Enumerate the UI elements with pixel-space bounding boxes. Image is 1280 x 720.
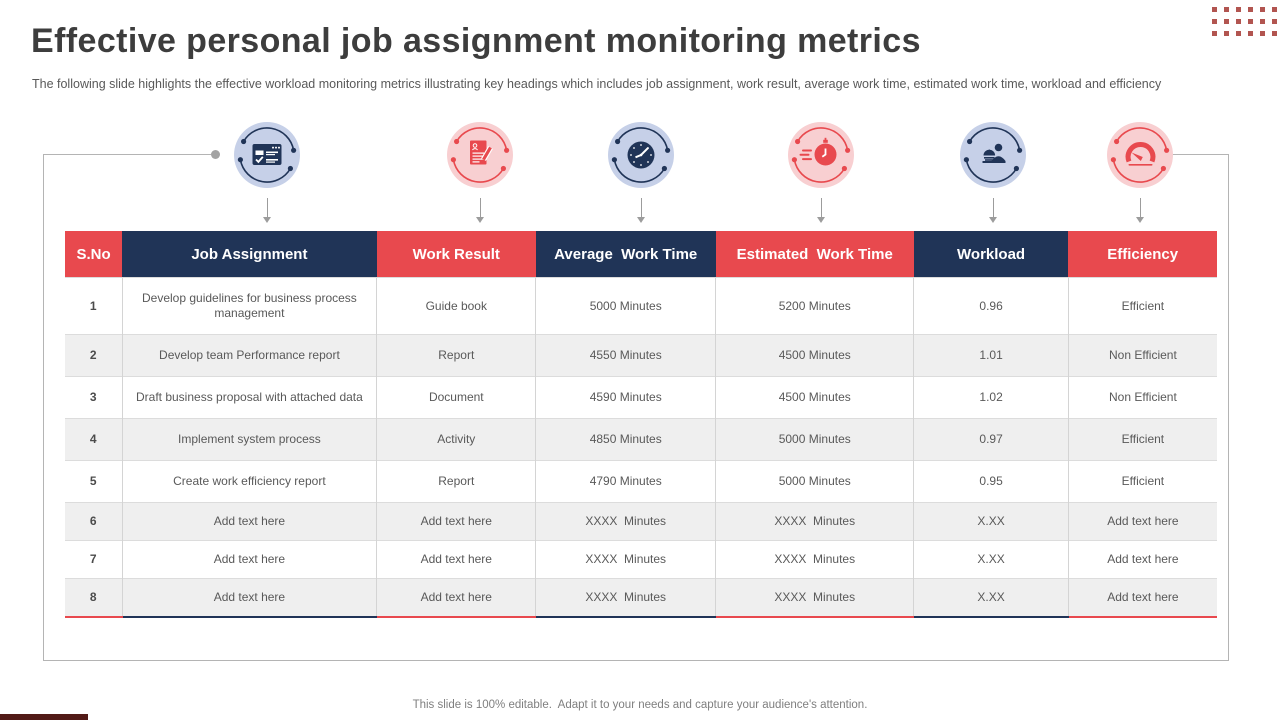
table-cell: 4 bbox=[65, 419, 122, 461]
table-cell: Add text here bbox=[377, 541, 536, 579]
column-header-efficiency: Efficiency bbox=[1068, 231, 1217, 278]
page-subtitle: The following slide highlights the effective workload monitoring metrics illustrating key headings which includes job assignment, work result, average work time, estimated work time, workload and efficiency bbox=[32, 77, 1162, 91]
down-arrow bbox=[1140, 198, 1141, 217]
column-header-estimated-work-time: Estimated Work Time bbox=[716, 231, 914, 278]
table-cell: Efficient bbox=[1068, 419, 1217, 461]
table-cell: Add text here bbox=[377, 579, 536, 618]
table-cell: 6 bbox=[65, 503, 122, 541]
table-cell: XXXX Minutes bbox=[716, 579, 914, 618]
icon-group-efficiency bbox=[1104, 119, 1176, 223]
bottom-left-bar bbox=[0, 714, 88, 720]
table-row bbox=[65, 503, 1217, 541]
table-cell: XXXX Minutes bbox=[536, 503, 716, 541]
table-cell: 4790 Minutes bbox=[536, 461, 716, 503]
table-cell: X.XX bbox=[914, 579, 1068, 618]
metrics-table-body bbox=[65, 278, 1217, 618]
table-row bbox=[65, 579, 1217, 618]
table-cell: Report bbox=[377, 335, 536, 377]
table-row bbox=[65, 377, 1217, 419]
table-cell: XXXX Minutes bbox=[716, 503, 914, 541]
frame-connector-left bbox=[43, 154, 211, 155]
table-row bbox=[65, 419, 1217, 461]
table-cell: Efficient bbox=[1068, 278, 1217, 335]
corner-dot bbox=[1224, 7, 1229, 12]
corner-dot bbox=[1236, 31, 1241, 36]
table-cell: XXXX Minutes bbox=[716, 541, 914, 579]
table-cell: 1.01 bbox=[914, 335, 1068, 377]
table-cell: XXXX Minutes bbox=[536, 541, 716, 579]
corner-dot bbox=[1236, 7, 1241, 12]
table-cell: 5000 Minutes bbox=[716, 461, 914, 503]
down-arrow bbox=[480, 198, 481, 217]
table-cell: Non Efficient bbox=[1068, 377, 1217, 419]
table-cell: Efficient bbox=[1068, 461, 1217, 503]
table-cell: 0.95 bbox=[914, 461, 1068, 503]
corner-dot bbox=[1212, 19, 1217, 24]
table-cell: Non Efficient bbox=[1068, 335, 1217, 377]
down-arrow bbox=[821, 198, 822, 217]
corner-dot bbox=[1260, 7, 1265, 12]
table-row bbox=[65, 278, 1217, 335]
page-title: Effective personal job assignment monitoring metrics bbox=[31, 22, 921, 60]
column-header-job-assignment: Job Assignment bbox=[122, 231, 377, 278]
corner-dot-grid bbox=[1212, 7, 1277, 36]
table-cell: 0.97 bbox=[914, 419, 1068, 461]
table-cell: X.XX bbox=[914, 503, 1068, 541]
table-cell: 2 bbox=[65, 335, 122, 377]
table-row bbox=[65, 541, 1217, 579]
corner-dot bbox=[1260, 19, 1265, 24]
table-cell: XXXX Minutes bbox=[536, 579, 716, 618]
table-cell: Implement system process bbox=[122, 419, 377, 461]
stopwatch-icon bbox=[785, 119, 857, 191]
corner-dot bbox=[1224, 19, 1229, 24]
icon-group-work-result bbox=[444, 119, 516, 223]
table-cell: 4850 Minutes bbox=[536, 419, 716, 461]
corner-dot bbox=[1272, 19, 1277, 24]
metrics-table-header-row bbox=[65, 231, 1217, 278]
table-cell: Draft business proposal with attached data bbox=[122, 377, 377, 419]
table-cell: Add text here bbox=[377, 503, 536, 541]
corner-dot bbox=[1248, 19, 1253, 24]
corner-dot bbox=[1272, 31, 1277, 36]
corner-dot bbox=[1248, 31, 1253, 36]
down-arrow bbox=[267, 198, 268, 217]
frame-connector-dot bbox=[211, 150, 220, 159]
table-cell: 3 bbox=[65, 377, 122, 419]
corner-dot bbox=[1260, 31, 1265, 36]
table-cell: Guide book bbox=[377, 278, 536, 335]
gauge-icon bbox=[1104, 119, 1176, 191]
table-cell: 0.96 bbox=[914, 278, 1068, 335]
table-cell: Create work efficiency report bbox=[122, 461, 377, 503]
table-cell: X.XX bbox=[914, 541, 1068, 579]
document-edit-icon bbox=[444, 119, 516, 191]
table-cell: 4590 Minutes bbox=[536, 377, 716, 419]
icon-group-average-work-time bbox=[605, 119, 677, 223]
table-cell: 1.02 bbox=[914, 377, 1068, 419]
corner-dot bbox=[1224, 31, 1229, 36]
table-cell: Develop team Performance report bbox=[122, 335, 377, 377]
table-cell: 4500 Minutes bbox=[716, 335, 914, 377]
table-cell: Add text here bbox=[1068, 503, 1217, 541]
down-arrow bbox=[641, 198, 642, 217]
table-cell: Add text here bbox=[122, 579, 377, 618]
corner-dot bbox=[1212, 31, 1217, 36]
table-cell: Add text here bbox=[122, 503, 377, 541]
table-row bbox=[65, 461, 1217, 503]
table-cell: 4500 Minutes bbox=[716, 377, 914, 419]
table-cell: 7 bbox=[65, 541, 122, 579]
table-cell: 5200 Minutes bbox=[716, 278, 914, 335]
table-cell: Activity bbox=[377, 419, 536, 461]
table-cell: Report bbox=[377, 461, 536, 503]
table-cell: 5 bbox=[65, 461, 122, 503]
icon-group-workload bbox=[957, 119, 1029, 223]
table-cell: Add text here bbox=[1068, 541, 1217, 579]
table-cell: 8 bbox=[65, 579, 122, 618]
table-cell: 1 bbox=[65, 278, 122, 335]
down-arrow bbox=[993, 198, 994, 217]
column-header-workload: Workload bbox=[914, 231, 1068, 278]
icon-group-job-assignment bbox=[231, 119, 303, 223]
table-cell: 4550 Minutes bbox=[536, 335, 716, 377]
corner-dot bbox=[1248, 7, 1253, 12]
clock-icon bbox=[605, 119, 677, 191]
table-cell: Document bbox=[377, 377, 536, 419]
table-cell: Add text here bbox=[122, 541, 377, 579]
corner-dot bbox=[1236, 19, 1241, 24]
table-cell: 5000 Minutes bbox=[536, 278, 716, 335]
table-cell: Add text here bbox=[1068, 579, 1217, 618]
metrics-table bbox=[65, 231, 1217, 618]
column-header-average-work-time: Average Work Time bbox=[536, 231, 716, 278]
footer-note: This slide is 100% editable. Adapt it to your needs and capture your audience's attention. bbox=[412, 699, 868, 711]
checklist-browser-icon bbox=[231, 119, 303, 191]
column-header-work-result: Work Result bbox=[377, 231, 536, 278]
column-header-s.no: S.No bbox=[65, 231, 122, 278]
icon-group-estimated-work-time bbox=[785, 119, 857, 223]
worker-desk-icon bbox=[957, 119, 1029, 191]
table-cell: 5000 Minutes bbox=[716, 419, 914, 461]
table-row bbox=[65, 335, 1217, 377]
corner-dot bbox=[1212, 7, 1217, 12]
table-cell: Develop guidelines for business process management bbox=[122, 278, 377, 335]
corner-dot bbox=[1272, 7, 1277, 12]
frame-connector-right bbox=[1172, 154, 1228, 155]
